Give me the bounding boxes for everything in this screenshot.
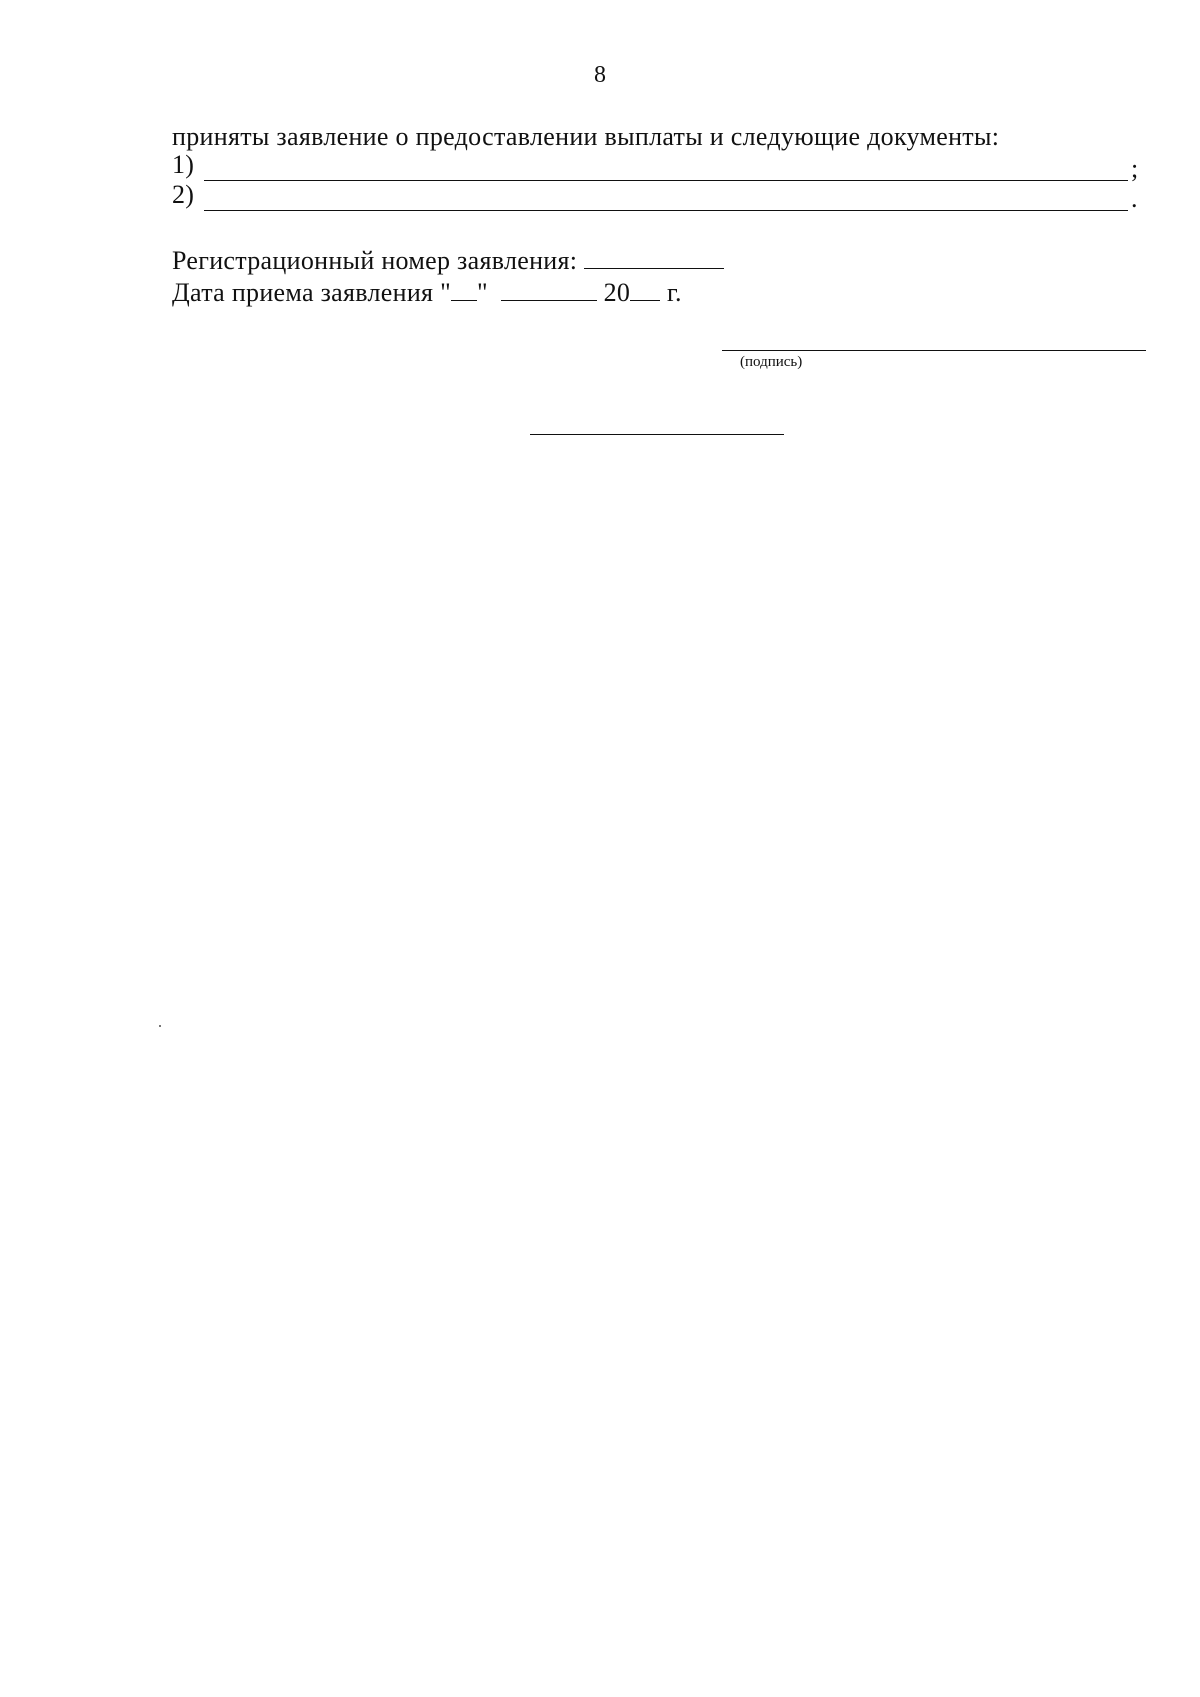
fill-line-2 <box>204 210 1128 211</box>
end-separator <box>530 434 784 435</box>
intro-text: приняты заявление о предоставлении выплаты и следующие документы: <box>172 122 1000 151</box>
signature-line <box>722 350 1146 351</box>
date-quote-open: " <box>440 278 452 307</box>
registration-label: Регистрационный номер заявления: <box>172 246 578 275</box>
year-blank <box>630 280 660 301</box>
list-marker-1: 1) <box>172 150 195 179</box>
page-number: 8 <box>594 62 606 88</box>
fill-line-1 <box>204 180 1128 181</box>
day-blank <box>451 280 477 301</box>
date-quote-close: " <box>477 278 488 307</box>
list-marker-2: 2) <box>172 180 195 209</box>
date-line <box>172 278 682 308</box>
list-end-1: ; <box>1131 154 1139 183</box>
scan-speck <box>159 1025 161 1027</box>
date-label: Дата приема заявления <box>172 278 434 307</box>
signature-caption: (подпись) <box>740 354 803 370</box>
registration-line <box>172 246 724 276</box>
registration-blank <box>584 248 724 269</box>
date-year-suffix: г. <box>667 278 682 307</box>
list-end-2: . <box>1131 184 1138 213</box>
date-year-prefix: 20 <box>603 278 631 307</box>
month-blank <box>501 280 597 301</box>
